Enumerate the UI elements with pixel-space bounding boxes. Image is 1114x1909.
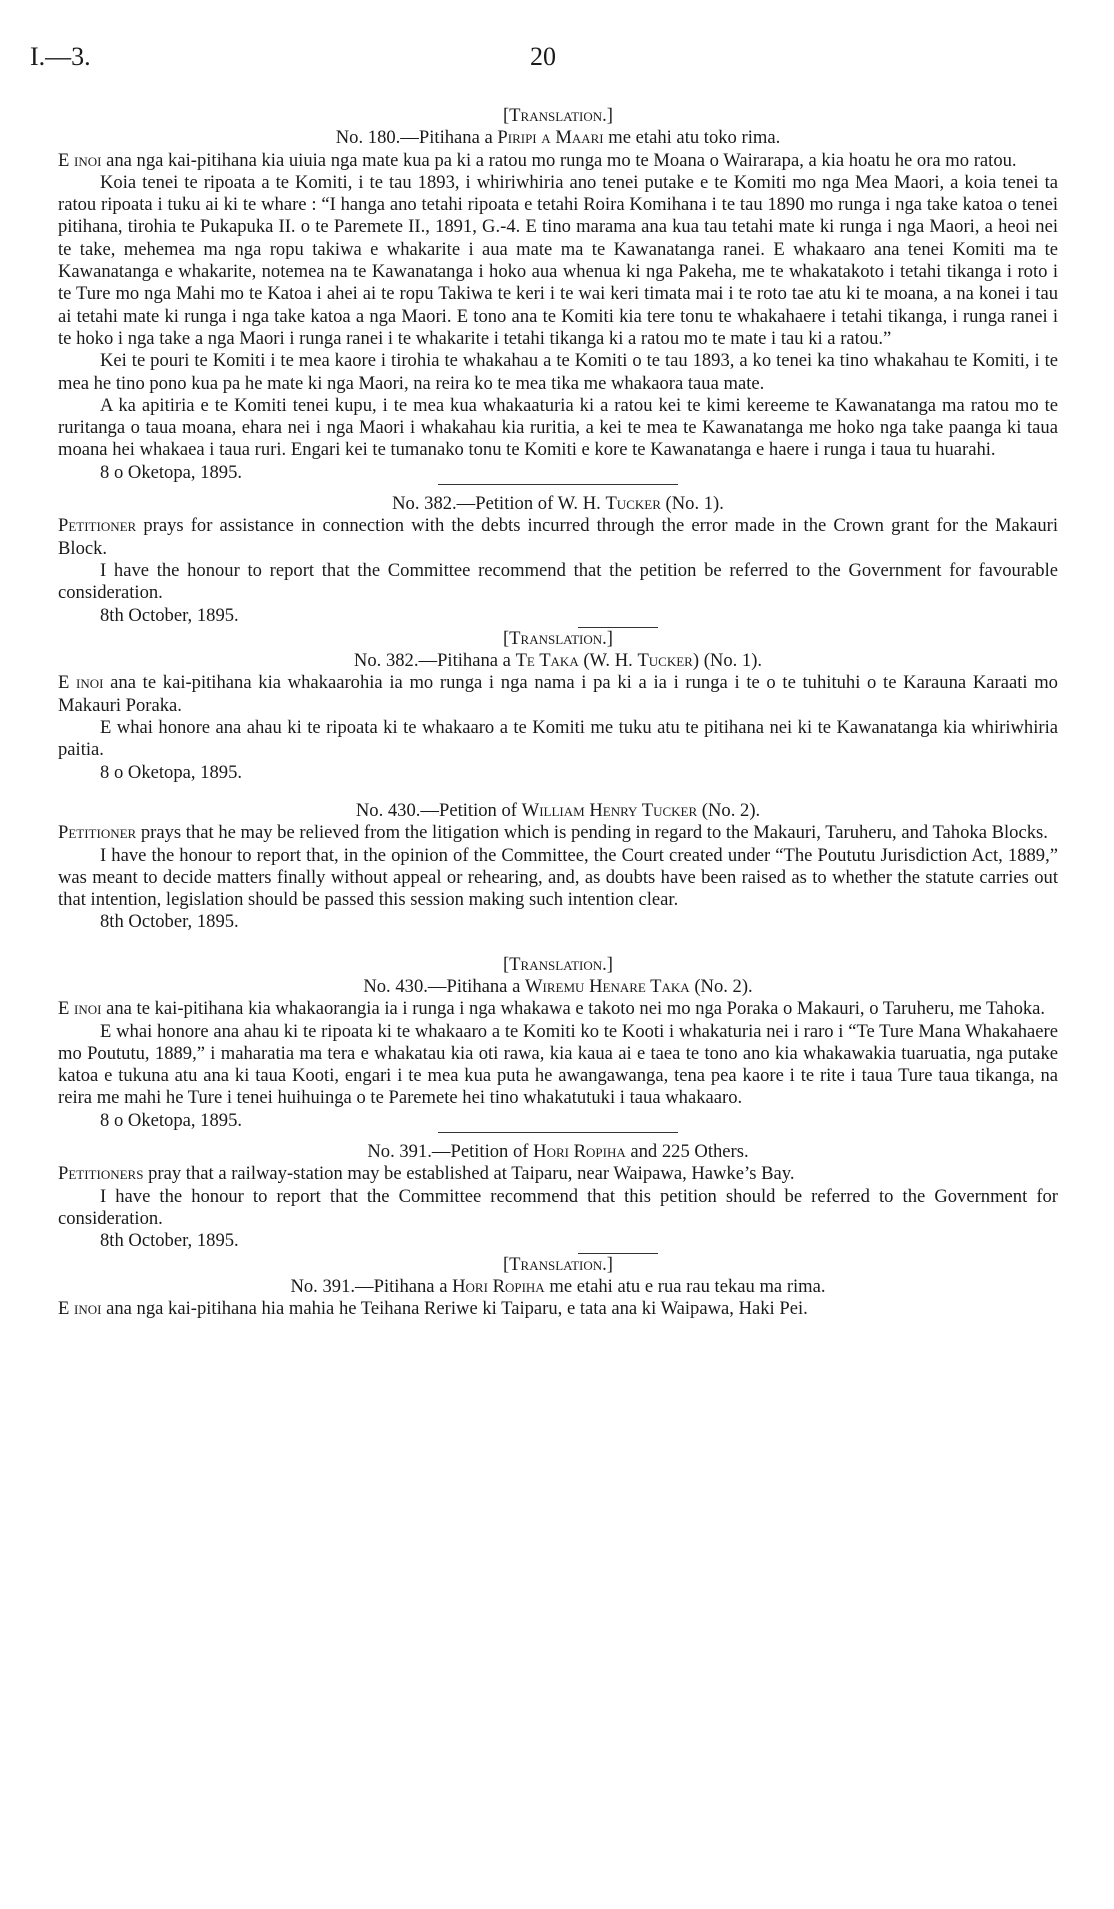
section-petition-430 <box>58 800 1058 934</box>
document-body <box>58 105 1058 1320</box>
paragraph: E whai honore ana ahau ki te ripoata ki te whakaaro a te Komiti ko te Kooti i whakaturia nei i raro i “Te Ture Mana Whakahaere mo Poututu, 1889,” i maharatia ma tera e whakatau kia oti rawa, kia kaua ai e taea te tono ano kia whakawakia tuaruatia, nga putake katoa e tukuna atu ana ki taua Kooti, engari i te mea kua puta he awangawanga, tena pea kaore i te rite i taua Ture taua tikanga, na reira me mahi he Ture i tenei huihuinga o te Paremete hei tino whakatutuki i taua whakaaro. <box>58 1020 1058 1109</box>
title-prefix: No. 391.—Petition of <box>367 1141 534 1163</box>
section-petition-391-translation <box>58 1254 1058 1321</box>
title-middle: (W. H. <box>578 650 638 672</box>
title-suffix: ) (No. 1). <box>692 650 763 672</box>
section-title <box>58 1276 1058 1298</box>
section-title <box>58 127 1058 149</box>
lead-word: Petitioner <box>58 822 137 844</box>
section-petition-180-translation <box>58 105 1058 484</box>
petitioner-name: Hori Ropiha <box>533 1141 626 1163</box>
paragraph: A ka apitiria e te Komiti tenei kupu, i te mea kua whakaaturia ki a ratou kei te kimi kereeme te Kawanatanga ma ratou mo te ruritanga o taua moana, ehara nei i nga Maori i whakahau kia ruritia, a kei te mea te Kawanatanga me hoko nga take paanga ki taua moana hei whakaea i taua ruri. Engari kei te tumanako tonu te Komiti e kore te Kawanatanga e haere i runga i taua tu huarahi. <box>58 394 1058 461</box>
paragraph-text: ana te kai-pitihana kia whakaarohia ia mo runga i nga nama i pa ki a ia i runga i te o te tuhituhi o te Karauna Karaati mo Makauri Poraka. <box>58 672 1058 716</box>
title-prefix: No. 430.—Pitihana a <box>363 975 525 997</box>
petitioner-name: Wiremu Henare Taka <box>524 975 690 997</box>
section-date: 8 o Oketopa, 1895. <box>100 761 243 783</box>
paragraph-text: ana te kai-pitihana kia whakaorangia ia i runga i nga whakawa e takoto nei mo nga Poraka o Makauri, o Taruheru, me Tahoka. <box>101 998 1046 1020</box>
lead-word: Petitioners <box>58 1163 144 1185</box>
title-prefix: No. 391.—Pitihana a <box>290 1275 453 1297</box>
paragraph <box>58 998 1058 1020</box>
title-suffix: me etahi atu e rua rau tekau ma rima. <box>544 1275 826 1297</box>
section-date: 8th October, 1895. <box>100 911 239 933</box>
petitioner-name: Piripi a Maari <box>497 127 604 149</box>
paragraph: Kei te pouri te Komiti i te mea kaore i tirohia te whakahau a te Komiti o te tau 1893, a ko tenei ka tino whakahau te Komiti, i te mea he tino pono kua pa he mate ki nga Maori, na reira ko te mea tika me whakaora taua mate. <box>58 350 1058 394</box>
title-suffix: and 225 Others. <box>625 1141 749 1163</box>
paragraph: E whai honore ana ahau ki te ripoata ki te whakaaro a te Komiti me tuku atu te pitihana nei ki te Kawanatanga kia whiriwhiria paitia. <box>58 717 1058 761</box>
section-petition-430-translation <box>58 954 1058 1132</box>
petitioner-name: Te Taka <box>515 650 579 672</box>
paragraph-text: ana nga kai-pitihana kia uiuia nga mate kua pa ki a ratou mo runga mo te Moana o Wairarapa, a kia hoatu he ora mo ratou. <box>101 149 1017 171</box>
lead-word: E inoi <box>58 998 102 1020</box>
lead-word: E inoi <box>58 1298 102 1320</box>
title-prefix: No. 382.—Pitihana a <box>353 650 516 672</box>
title-prefix: No. 430.—Petition of <box>355 799 522 821</box>
section-title <box>58 976 1058 998</box>
section-date: 8th October, 1895. <box>100 1230 239 1252</box>
section-petition-382 <box>58 493 1058 627</box>
translation-label: [Translation.] <box>502 627 613 649</box>
paragraph <box>58 672 1058 717</box>
lead-word: E inoi <box>58 672 104 694</box>
petitioner-name: Tucker <box>605 493 661 515</box>
title-suffix: me etahi atu toko rima. <box>603 127 781 149</box>
paragraph: Koia tenei te ripoata a te Komiti, i te tau 1893, i whiriwhiria ano tenei putake e te Komiti mo nga Mea Maori, a koia tenei ta ratou ripoata i tuku ai ki te whare : “I hanga ano tetahi ripoata e tetahi Roira Komihana i te tau 1890 mo runga i nga take katoa o tenei pitihana, tirohia te Pukapuka II. o te Paremete II., 1891, G.-4. E tino marama ana kua tau tetahi mate ki runga i nga Maori, a heoi nei te take, mehemea ma nga ropu takiwa e whakarite i aua mate ma te Kawanatanga ranei. E whakaaro ana tenei Komiti ma te Kawanatanga e whakarite, notemea na te Kawanatanga i hoko aua whenua ki nga Pakeha, me te whakatakoto i tetahi tikanga i roto i te Ture mo nga Mahi mo te Katoa i ahei ai te ropu Takiwa te keri i te wai keri timata mai i te roto tae atu ki te moana, a na konei i tau ai tetahi mate ki runga i nga take katoa a nga Maori. E tono ana te Komiti kia tere tonu te whakahaere i tetahi tikanga, i runga ranei i te hoko i nga take a nga Maori i runga ranei i te whakarite i tetahi tikanga ki a ratou mo te mate i tau ki a ratou.” <box>58 171 1058 349</box>
petitioner-name: William Henry Tucker <box>521 799 698 821</box>
paragraph-text: ana nga kai-pitihana hia mahia he Teihana Reriwe ki Taiparu, e tata ana ki Waipawa, Haki Pei. <box>101 1298 808 1320</box>
section-petition-391 <box>58 1141 1058 1252</box>
paragraph-text: prays for assistance in connection with the debts incurred through the error made in the Crown grant for the Makauri Block. <box>58 515 1058 559</box>
paragraph <box>58 1163 1058 1185</box>
page-header <box>30 42 1084 78</box>
paragraph-text: pray that a railway-station may be established at Taiparu, near Waipawa, Hawke’s Bay. <box>143 1163 795 1185</box>
petitioner-name-secondary: Tucker <box>637 650 693 672</box>
section-title <box>58 1141 1058 1163</box>
title-prefix: No. 180.—Pitihana a <box>335 127 498 149</box>
title-suffix: (No. 2). <box>697 799 761 821</box>
lead-word: Petitioner <box>58 515 137 537</box>
page-number: 20 <box>530 42 556 71</box>
section-petition-382-translation <box>58 628 1058 784</box>
paragraph <box>58 1298 1058 1320</box>
document-reference: I.—3. <box>30 42 91 71</box>
paragraph: I have the honour to report that the Committee recommend that the petition be referred to the Government for favourable consideration. <box>58 559 1058 604</box>
translation-label: [Translation.] <box>502 953 613 975</box>
title-suffix: (No. 1). <box>660 493 724 515</box>
section-title <box>58 800 1058 822</box>
title-prefix: No. 382.—Petition of W. H. <box>392 493 606 515</box>
paragraph <box>58 515 1058 560</box>
section-date: 8th October, 1895. <box>100 604 239 626</box>
section-title <box>58 493 1058 515</box>
paragraph <box>58 822 1058 844</box>
petitioner-name: Hori Ropiha <box>452 1275 545 1297</box>
translation-label: [Translation.] <box>502 1253 613 1275</box>
paragraph <box>58 150 1058 172</box>
translation-label: [Translation.] <box>502 105 613 126</box>
title-suffix: (No. 2). <box>689 975 753 997</box>
section-date: 8 o Oketopa, 1895. <box>100 461 243 483</box>
lead-word: E inoi <box>58 149 102 171</box>
paragraph: I have the honour to report that, in the opinion of the Committee, the Court created under “The Poututu Jurisdiction Act, 1889,” was meant to decide matters finally without appeal or rehearing, and, as doubts have been raised as to whether the statute carries out that intention, legislation should be passed this session making such intention clear. <box>58 844 1058 911</box>
paragraph-text: prays that he may be relieved from the litigation which is pending in regard to the Makauri, Taruheru, and Tahoka Blocks. <box>136 822 1048 844</box>
section-date: 8 o Oketopa, 1895. <box>100 1109 243 1131</box>
section-title <box>58 650 1058 672</box>
paragraph: I have the honour to report that the Committee recommend that this petition should be referred to the Government for consideration. <box>58 1185 1058 1229</box>
